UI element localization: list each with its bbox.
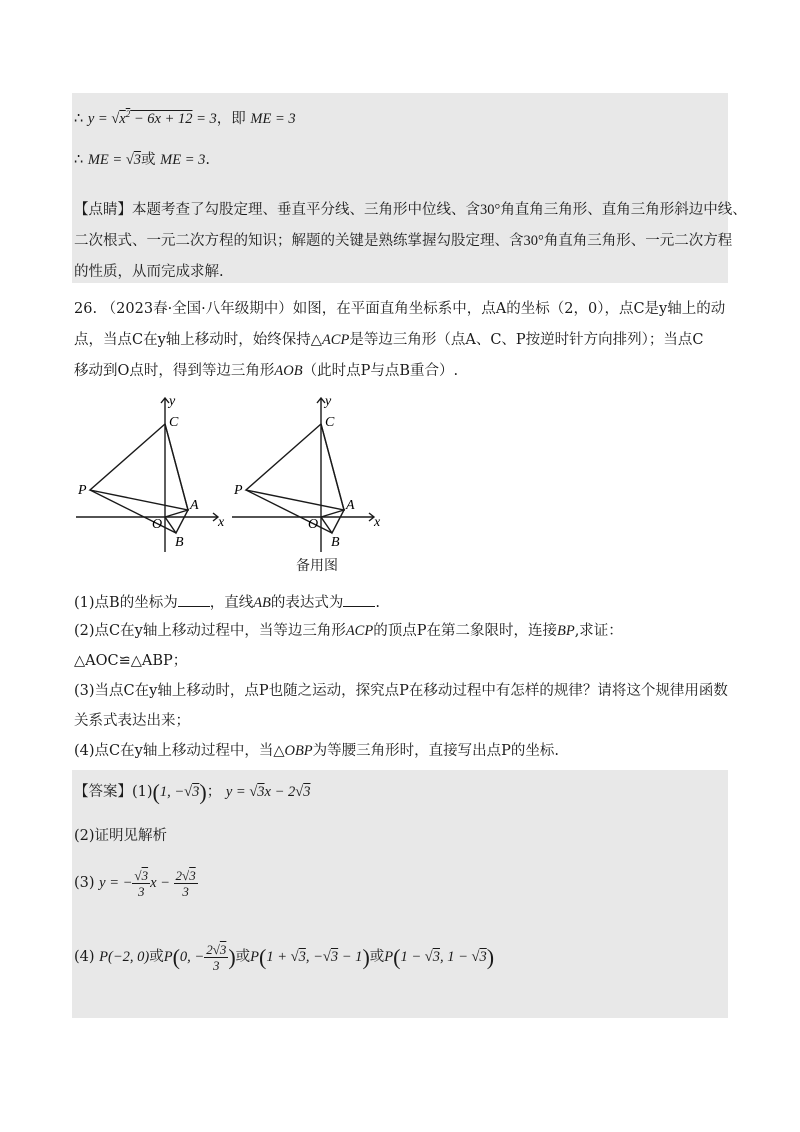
segment-pb [246, 490, 332, 533]
answer-4-p4: P(1 − √3, 1 − √3) [384, 944, 495, 970]
label-y: y [325, 394, 332, 409]
problem-line-1: 26. （2023春·全国·八年级期中）如图，在平面直角坐标系中，点A的坐标（2，0），点C是y轴上的动 [74, 301, 726, 317]
therefore-symbol: ∴ [74, 110, 84, 127]
answer-3-eq: y = − $\frac{√3}{3}$ x − $\frac{2√3}{3}$ [99, 868, 196, 899]
figure-spare [228, 392, 388, 560]
segment-ca [165, 424, 188, 510]
label-p: P [78, 483, 87, 498]
question-2-line-1: (2)点C在y轴上移动过程中，当等边三角形ACP的顶点P在第二象限时，连接BP,求证： [74, 623, 623, 639]
label-x: x [218, 515, 225, 530]
label-a: A [190, 498, 199, 513]
me-3: ME = 3 [160, 152, 206, 168]
answer-4: (4) P(−2, 0)或P(0, − $\frac{2√3}{3}$ )或P(1 + √3, −√3 − 1)或P(1 − √3, 1 − √3) [74, 942, 495, 973]
answer-4-p2: P(0, − $\frac{2√3}{3}$ ) [163, 942, 236, 973]
problem-line-3: 移动到O点时，得到等边三角形AOB（此时点P与点B重合）. [74, 363, 459, 379]
problem-number: 26. [74, 301, 98, 317]
figure-main [72, 392, 232, 560]
equation-y: $y = √x^2 - 6x + 12 = 3$ [87, 109, 217, 127]
answer-4-p1: P(−2, 0) [99, 948, 150, 965]
solution-line-1: ∴ $y = √x^2 - 6x + 12 = 3$，即 ME = 3 [74, 109, 296, 127]
me-sqrt3: ME = √3 [87, 152, 142, 168]
question-2-line-2: △AOC≌△ABP； [74, 653, 188, 669]
label-a: A [346, 498, 355, 513]
problem-source: （2023春·全国·八年级期中） [101, 301, 293, 317]
label-b: B [331, 535, 340, 550]
me-value: ME = 3 [250, 110, 296, 127]
answer-blank-ab [343, 592, 375, 607]
answer-1: 【答案】(1)(1, −√3)； y = √3x − 2√3 [74, 779, 311, 805]
label-b: B [175, 535, 184, 550]
problem-line-2: 点，当点C在y轴上移动时，始终保持△ACP是等边三角形（点A、C、P按逆时针方向排列）；当点C [74, 332, 704, 348]
question-1: (1)点B的坐标为 ，直线AB的表达式为 . [74, 592, 380, 613]
label-c: C [169, 415, 179, 430]
segment-ca [321, 424, 344, 510]
label-x: x [374, 515, 381, 530]
label-p: P [234, 483, 243, 498]
comment-line-2: 二次根式、一元二次方程的知识；解题的关键是熟练掌握勾股定理、含30°角直角三角形、一元二次方程 [74, 233, 733, 249]
answer-tag: 【答案】 [74, 784, 132, 800]
label-y: y [169, 394, 176, 409]
label-c: C [325, 415, 335, 430]
label-o: O [308, 517, 319, 532]
answer-3: (3) y = − $\frac{√3}{3}$ x − $\frac{2√3}{3}$ [74, 868, 196, 899]
question-4: (4)点C在y轴上移动过程中，当△OBP为等腰三角形时，直接写出点P的坐标. [74, 743, 560, 759]
question-3-line-1: (3)当点C在y轴上移动时，点P也随之运动，探究点P在移动过程中有怎样的规律？请将这个规律用函数 [74, 683, 728, 699]
answer-1-line: y = √3x − 2√3 [225, 784, 311, 800]
label-o: O [152, 517, 163, 532]
comment-line-3: 的性质，从而完成求解. [74, 264, 224, 280]
answer-blank-b [178, 592, 210, 607]
answer-4-p3: P(1 + √3, −√3 − 1) [250, 944, 370, 970]
answer-1-point: (1, −√3) [152, 779, 207, 805]
solution-line-2: ∴ ME = √3或 ME = 3. [74, 152, 210, 168]
question-3-line-2: 关系式表达出来； [74, 713, 190, 729]
answer-2: (2)证明见解析 [74, 828, 168, 844]
comment-line-1: 【点睛】本题考查了勾股定理、垂直平分线、三角形中位线、含30°角直角三角形、直角三角形斜边中线、 [74, 202, 747, 218]
segment-pb [90, 490, 176, 533]
figure-caption: 备用图 [296, 558, 338, 574]
comment-tag: 【点睛】 [74, 202, 132, 218]
